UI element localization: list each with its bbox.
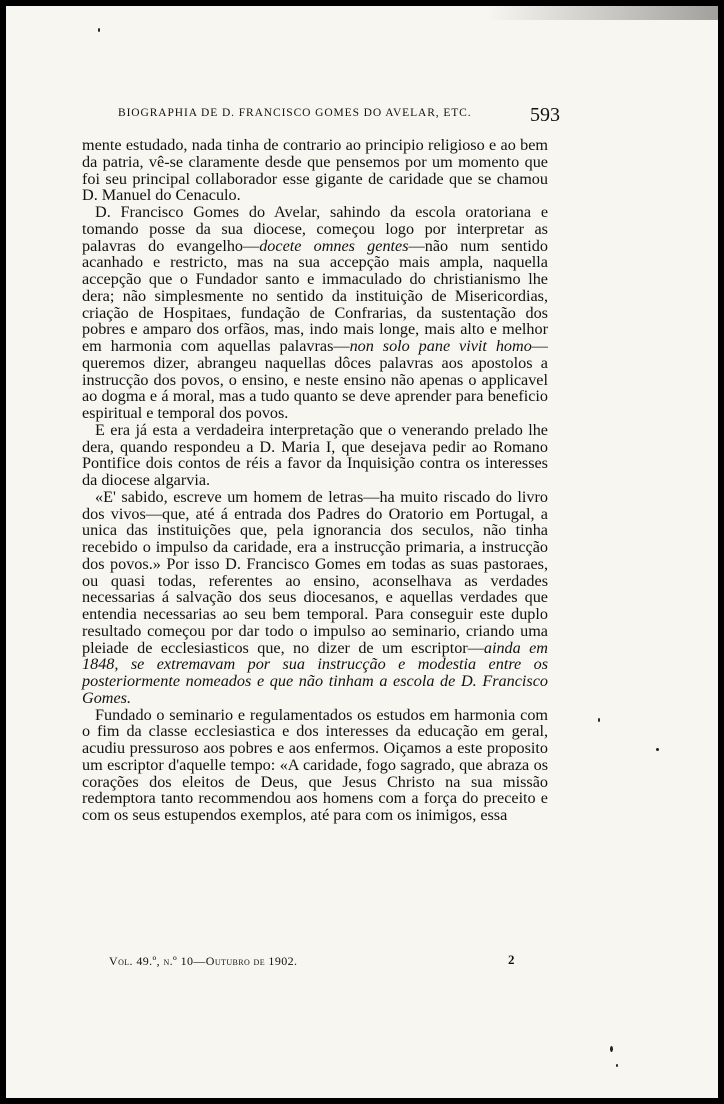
document-page bbox=[6, 6, 718, 1098]
article-body bbox=[82, 137, 548, 824]
latin-quote-docete: docete omnes gentes bbox=[259, 236, 409, 255]
issue-footer: Vol. 49.º, n.º 10—Outubro de 1902. bbox=[109, 954, 298, 968]
paragraph-4-italic-quote: ainda em 1848, se extremavam por sua instrucção e modestia entre os posteriormente nomeados e que não tinham a escola de D. Francisco Gomes. bbox=[82, 638, 548, 707]
paragraph-2-text-a: D. Francisco Gomes do Avelar, sahindo da escola oratoriana e tomando posse da sua diocese, começou logo por interpretar as palavras do evangelho— bbox=[82, 203, 548, 255]
page-number: 593 bbox=[530, 104, 560, 126]
footer-month: Outubro de 1902. bbox=[205, 954, 298, 968]
scan-shadow bbox=[486, 6, 718, 20]
scan-speck bbox=[598, 718, 600, 722]
scan-speck bbox=[616, 1064, 618, 1067]
paragraph-2-text-c: —não num sentido acanhado e restricto, mas na sua accepção mais ampla, naquella accepção que o Fundador santo e immaculado do christianismo lhe dera; não simplesmente no sentido da instituição de Misericordias, criação de Hospitaes, fundação de Confrarias, da sustentação dos pobres e amparo dos orfãos, mas, indo mais longe, mais alto e melhor em harmonia com aquellas palavras— bbox=[82, 236, 548, 355]
footer-dash: — bbox=[193, 954, 206, 968]
running-header-title: BIOGRAPHIA DE D. FRANCISCO GOMES DO AVELAR, ETC. bbox=[118, 107, 472, 119]
footer-issue: n.º 10 bbox=[163, 954, 194, 968]
scan-speck bbox=[610, 1046, 613, 1052]
paragraph-5: Fundado o seminario e regulamentados os estudos em harmonia com o fim da classe ecclesiastica e dos interesses da educação em geral, acudiu pressuroso aos pobres e aos enfermos. Oiçamos a este proposito um escriptor d'aquelle tempo: «A caridade, fogo sagrado, que abraza os corações dos eleitos de Deus, que Jesus Christo na sua missão redemptora tanto recommendou aos homens com a força do preceito e com os seus estupendos exemplos, até para com os inimigos, essa bbox=[82, 705, 548, 824]
footer-vol-label: Vol. bbox=[109, 954, 133, 968]
paragraph-2 bbox=[82, 204, 548, 422]
signature-mark: 2 bbox=[508, 952, 515, 967]
footer-vol-number: 49.º bbox=[136, 954, 157, 968]
paragraph-2-text-e: —queremos dizer, abrangeu naquellas dôces palavras aos apostolos a instrucção dos povos, o ensino, e neste ensino não apenas o applicavel ao dogma e á moral, mas a tudo quanto se deve aprender para beneficio espiritual e temporal dos povos. bbox=[82, 337, 548, 422]
paragraph-4-text-a: «E' sabido, escreve um homem de letras—ha muito riscado do livro dos vivos—que, até á entrada dos Padres do Oratorio em Portugal, a unica das instituições que, pela ignorancia dos seculos, não tinha recebido o impulso da caridade, era a instrucção primaria, a instrucção dos povos.» Por isso D. Francisco Gomes em todas as suas pastoraes, ou quasi todas, referentes ao ensino, aconselhava as verdades necessarias á salvação dos seus diocesanos, e aquellas verdades que entendia necessarias ao seu bem temporal. Para conseguir este duplo resultado começou por dar todo o impulso ao seminario, criando uma pleiade de ecclesiasticos que, no dizer de um escriptor— bbox=[82, 487, 548, 657]
paragraph-1: mente estudado, nada tinha de contrario ao principio religioso e ao bem da patria, vê-se claramente desde que pensemos por um momento que foi seu principal collaborador esse gigante de caridade que se chamou D. Manuel do Cenaculo. bbox=[82, 136, 548, 205]
paragraph-4 bbox=[82, 489, 548, 707]
paragraph-3: E era já esta a verdadeira interpretação que o venerando prelado lhe dera, quando respondeu a D. Maria I, que desejava pedir ao Romano Pontifice dois contos de réis a favor da Inquisição contra os interesses da diocese algarvia. bbox=[82, 420, 548, 489]
scan-speck bbox=[656, 748, 659, 751]
scan-speck bbox=[98, 28, 100, 32]
latin-quote-non-solo-pane: non solo pane vivit homo bbox=[349, 337, 532, 355]
